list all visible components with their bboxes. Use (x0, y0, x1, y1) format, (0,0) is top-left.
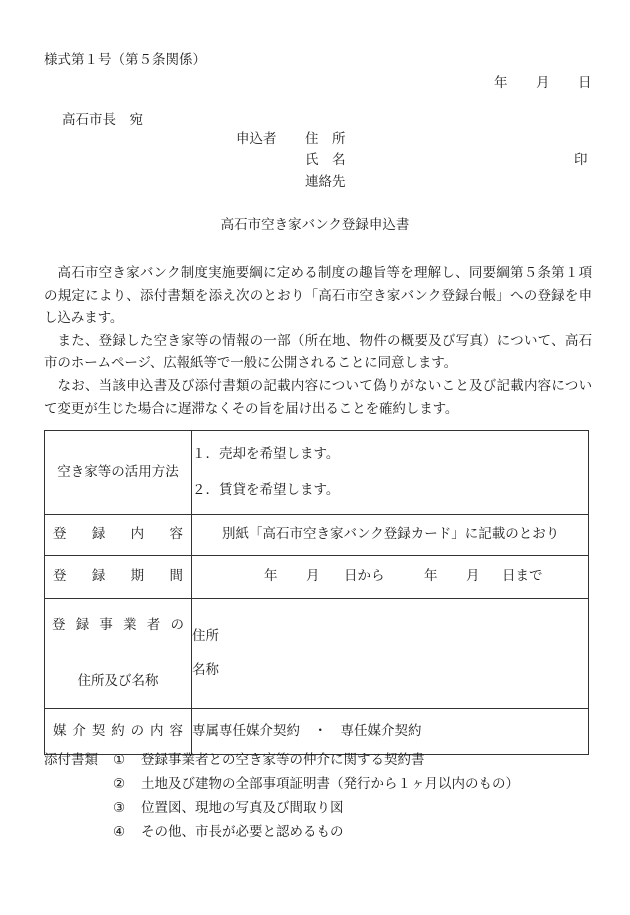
application-table (44, 430, 589, 755)
period-label: 登 録 期 間 (45, 556, 192, 599)
period-value (192, 556, 589, 599)
agency-value: 専属専任媒介契約 ・ 専任媒介契約 (192, 709, 589, 755)
list-item: ① 登録事業者との空き家等の仲介に関する契約書 (113, 752, 425, 768)
table-row-business (45, 599, 589, 709)
usage-options (192, 431, 589, 515)
usage-option-sale: １．売却を希望します。 (192, 445, 340, 462)
period-end-year: 年 (424, 568, 438, 585)
attachments-list (113, 754, 519, 850)
document-title: 高石市空き家バンク登録申込書 (220, 217, 410, 233)
table-row-period (45, 556, 589, 599)
table-row-agency (45, 709, 589, 755)
period-end-month: 月 (466, 568, 480, 585)
attachments-label: 添付書類 (44, 752, 98, 768)
content-value: 別紙「高石市空き家バンク登録カード」に記載のとおり (192, 515, 589, 556)
body-paragraph-1: 高石市空き家バンク制度実施要綱に定める制度の趣旨等を理解し、同要綱第５条第１項の規定により、添付書類を添え次のとおり「高石市空き家バンク登録台帳」への登録を申し込みます。 (44, 265, 592, 327)
date-month-label: 月 (536, 75, 550, 91)
list-item: ② 土地及び建物の全部事項証明書（発行から１ヶ月以内のもの） (113, 776, 519, 792)
date-day-label: 日 (578, 75, 592, 91)
business-values (192, 599, 589, 709)
period-end-day: 日まで (502, 568, 543, 585)
table-row-usage (45, 431, 589, 515)
period-start-day: 日から (344, 568, 385, 585)
seal-mark: 印 (574, 152, 588, 168)
form-number: 様式第１号（第５条関係） (44, 52, 206, 68)
date-line (494, 77, 592, 91)
date-year-label: 年 (494, 75, 508, 91)
business-label-line2: 住所及び名称 (77, 673, 159, 689)
applicant-contact-label: 連絡先 (305, 174, 346, 190)
period-start-year: 年 (264, 568, 278, 585)
body-paragraph-3: なお、当該申込書及び添付書類の記載内容について偽りがないこと及び記載内容について変更が生じた場合に遅滞なくその旨を届け出ることを確約します。 (44, 377, 592, 417)
business-label: 登 録 事 業 者 の 住所及び名称 (45, 599, 192, 709)
applicant-name-label: 氏 名 (305, 152, 346, 168)
period-start-month: 月 (306, 568, 320, 585)
body-paragraph-2: また、登録した空き家等の情報の一部（所在地、物件の概要及び写真）について、高石市のホームページ、広報紙等で一般に公開されることに同意します。 (44, 332, 592, 372)
usage-option-rent: ２．賃貸を希望します。 (192, 482, 340, 498)
applicant-address-label: 住 所 (305, 131, 346, 147)
content-label: 登 録 内 容 (45, 515, 192, 556)
addressee: 高石市長 宛 (62, 112, 143, 128)
applicant-label: 申込者 (236, 131, 277, 147)
business-name-label: 名称 (192, 661, 219, 678)
body-text (44, 262, 592, 420)
agency-label: 媒 介 契 約 の 内 容 (45, 709, 192, 755)
list-item: ④ その他、市長が必要と認めるもの (113, 824, 344, 840)
business-address-label: 住所 (192, 628, 219, 644)
table-row-content (45, 515, 589, 556)
list-item: ③ 位置図、現地の写真及び間取り図 (113, 800, 344, 816)
usage-label: 空き家等の活用方法 (45, 431, 192, 515)
